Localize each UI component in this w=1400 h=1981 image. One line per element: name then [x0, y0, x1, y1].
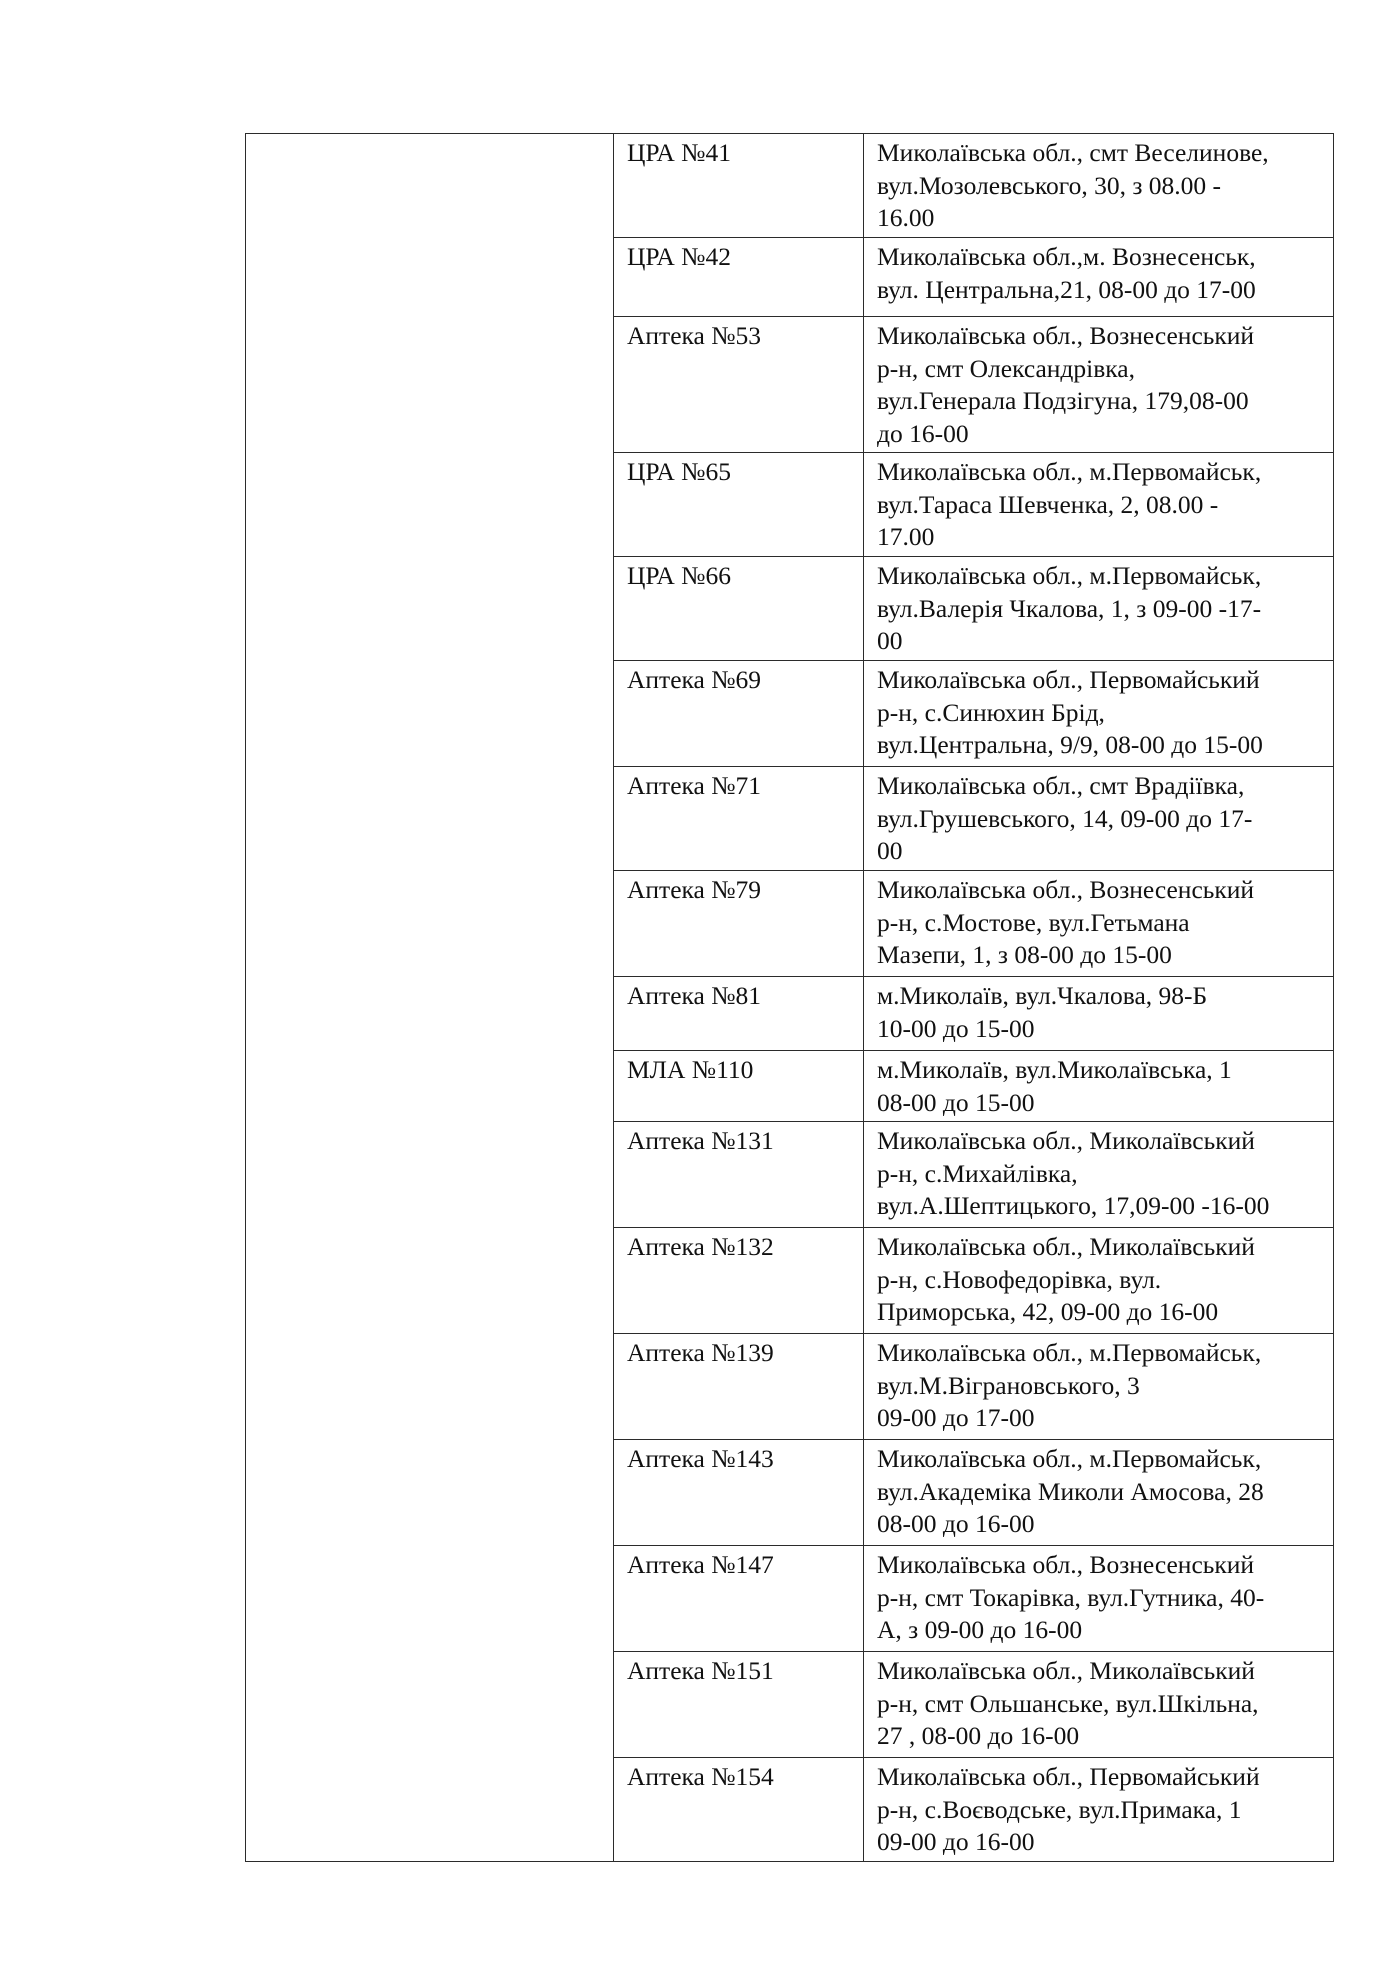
- empty-left-cell: [246, 134, 614, 1862]
- pharmacy-name-cell: Аптека №147: [614, 1546, 864, 1652]
- pharmacy-name-cell: Аптека №143: [614, 1440, 864, 1546]
- pharmacy-name-cell: Аптека №154: [614, 1758, 864, 1862]
- pharmacy-name-cell: Аптека №139: [614, 1334, 864, 1440]
- pharmacy-address-cell: Миколаївська обл., м.Первомайськ, вул.Валерія Чкалова, 1, з 09-00 -17- 00: [864, 557, 1334, 661]
- pharmacy-name-cell: Аптека №132: [614, 1228, 864, 1334]
- pharmacy-name-cell: ЦРА №66: [614, 557, 864, 661]
- pharmacy-name-cell: Аптека №81: [614, 977, 864, 1051]
- pharmacy-address-cell: Миколаївська обл., Вознесенський р-н, смт Токарівка, вул.Гутника, 40- А, з 09-00 до 16-00: [864, 1546, 1334, 1652]
- pharmacy-address-cell: Миколаївська обл., Миколаївський р-н, смт Ольшанське, вул.Шкільна, 27 , 08-00 до 16-00: [864, 1652, 1334, 1758]
- pharmacy-name-cell: Аптека №79: [614, 871, 864, 977]
- pharmacy-name-cell: Аптека №69: [614, 661, 864, 767]
- pharmacy-address-cell: Миколаївська обл., Миколаївський р-н, с.Михайлівка, вул.А.Шептицького, 17,09-00 -16-00: [864, 1122, 1334, 1228]
- pharmacy-address-cell: м.Миколаїв, вул.Чкалова, 98-Б 10-00 до 15-00: [864, 977, 1334, 1051]
- pharmacy-address-cell: Миколаївська обл., Первомайський р-н, с.Синюхин Брід, вул.Центральна, 9/9, 08-00 до 15-00: [864, 661, 1334, 767]
- table-body: [246, 134, 1334, 1862]
- pharmacy-name-cell: Аптека №71: [614, 767, 864, 871]
- pharmacy-address-cell: Миколаївська обл., м.Первомайськ, вул.Тараса Шевченка, 2, 08.00 - 17.00: [864, 453, 1334, 557]
- pharmacy-name-cell: Аптека №151: [614, 1652, 864, 1758]
- pharmacy-address-cell: Миколаївська обл., Вознесенський р-н, с.Мостове, вул.Гетьмана Мазепи, 1, з 08-00 до 15-00: [864, 871, 1334, 977]
- pharmacy-address-cell: Миколаївська обл., м.Первомайськ, вул.М.Віграновського, 3 09-00 до 17-00: [864, 1334, 1334, 1440]
- pharmacy-name-cell: ЦРА №65: [614, 453, 864, 557]
- pharmacy-address-cell: Миколаївська обл., Миколаївський р-н, с.Новофедорівка, вул. Приморська, 42, 09-00 до 16-00: [864, 1228, 1334, 1334]
- pharmacy-table: [245, 133, 1334, 1862]
- pharmacy-address-cell: Миколаївська обл., смт Веселинове, вул.Мозолевського, 30, з 08.00 - 16.00: [864, 134, 1334, 238]
- pharmacy-name-cell: Аптека №131: [614, 1122, 864, 1228]
- table-row: [246, 134, 1334, 238]
- pharmacy-address-cell: м.Миколаїв, вул.Миколаївська, 1 08-00 до 15-00: [864, 1051, 1334, 1122]
- pharmacy-name-cell: ЦРА №42: [614, 238, 864, 317]
- pharmacy-address-cell: Миколаївська обл., м.Первомайськ, вул.Академіка Миколи Амосова, 28 08-00 до 16-00: [864, 1440, 1334, 1546]
- pharmacy-address-cell: Миколаївська обл., смт Врадіївка, вул.Грушевського, 14, 09-00 до 17- 00: [864, 767, 1334, 871]
- pharmacy-name-cell: ЦРА №41: [614, 134, 864, 238]
- pharmacy-address-cell: Миколаївська обл., Вознесенський р-н, смт Олександрівка, вул.Генерала Подзігуна, 179,08-00 до 16-00: [864, 317, 1334, 453]
- pharmacy-name-cell: Аптека №53: [614, 317, 864, 453]
- pharmacy-address-cell: Миколаївська обл.,м. Вознесенськ, вул. Центральна,21, 08-00 до 17-00: [864, 238, 1334, 317]
- pharmacy-name-cell: МЛА №110: [614, 1051, 864, 1122]
- pharmacy-address-cell: Миколаївська обл., Первомайський р-н, с.Воєводське, вул.Примака, 1 09-00 до 16-00: [864, 1758, 1334, 1862]
